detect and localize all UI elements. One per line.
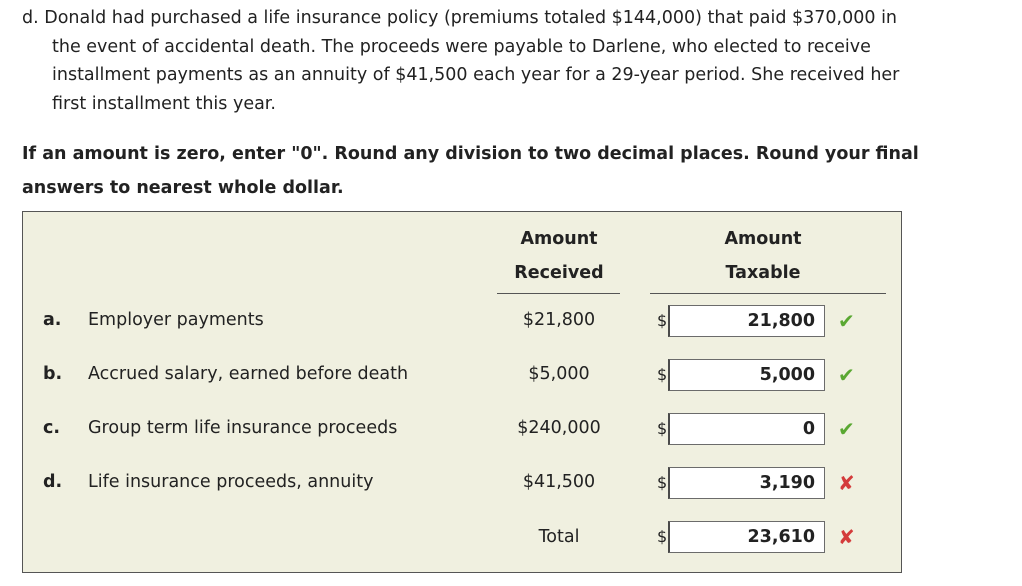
row-b-letter: b.	[43, 364, 63, 384]
row-d-label: Life insurance proceeds, annuity	[88, 472, 374, 492]
row-c-correct-icon: ✔	[838, 417, 855, 441]
row-d-dollar-sign: $	[657, 473, 668, 492]
row-b-amount-received: $5,000	[528, 364, 590, 384]
row-d-amount-received: $41,500	[522, 472, 596, 492]
row-b-correct-icon: ✔	[838, 363, 855, 387]
problem-line-2: the event of accidental death. The proceeds were payable to Darlene, who elected to receive	[52, 36, 871, 57]
total-taxable-input[interactable]: 23,610	[668, 521, 825, 553]
row-a-amount-received: $21,800	[522, 310, 596, 330]
row-d-letter: d.	[43, 472, 63, 492]
instructions-line-2: answers to nearest whole dollar.	[22, 178, 344, 198]
header-received-line-2: Received	[514, 263, 604, 283]
row-d-incorrect-icon: ✘	[838, 471, 855, 495]
row-b-taxable-input[interactable]: 5,000	[668, 359, 825, 391]
row-b-dollar-sign: $	[657, 365, 668, 384]
row-b-label: Accrued salary, earned before death	[88, 364, 409, 384]
problem-line-4: first installment this year.	[52, 93, 276, 114]
row-c-letter: c.	[43, 418, 61, 438]
row-a-letter: a.	[43, 310, 62, 330]
row-c-dollar-sign: $	[657, 419, 668, 438]
answer-table	[22, 211, 902, 573]
header-taxable-line-1: Amount	[724, 229, 802, 249]
row-a-taxable-input[interactable]: 21,800	[668, 305, 825, 337]
row-a-dollar-sign: $	[657, 311, 668, 330]
header-amount-taxable	[681, 222, 845, 290]
problem-line-3: installment payments as an annuity of $41,500 each year for a 29-year period. She received her	[52, 65, 900, 85]
total-label: Total	[538, 527, 580, 547]
total-incorrect-icon: ✘	[838, 525, 855, 549]
header-taxable-line-2: Taxable	[725, 263, 801, 283]
row-c-amount-received: $240,000	[517, 418, 601, 438]
row-c-taxable-input[interactable]: 0	[668, 413, 825, 445]
header-amount-received	[495, 222, 623, 290]
header-received-line-1: Amount	[520, 229, 598, 249]
instructions-line-1: If an amount is zero, enter "0". Round any division to two decimal places. Round your final	[22, 144, 919, 164]
problem-statement	[22, 4, 1012, 118]
instructions	[22, 137, 1017, 205]
row-c-label: Group term life insurance proceeds	[88, 418, 398, 438]
row-a-label: Employer payments	[88, 310, 264, 330]
row-a-correct-icon: ✔	[838, 309, 855, 333]
header-divider-taxable	[650, 293, 886, 294]
problem-line-1: d. Donald had purchased a life insurance policy (premiums totaled $144,000) that paid $370,000 in	[22, 8, 898, 28]
total-dollar-sign: $	[657, 527, 668, 546]
row-d-taxable-input[interactable]: 3,190	[668, 467, 825, 499]
header-divider-received	[497, 293, 620, 294]
